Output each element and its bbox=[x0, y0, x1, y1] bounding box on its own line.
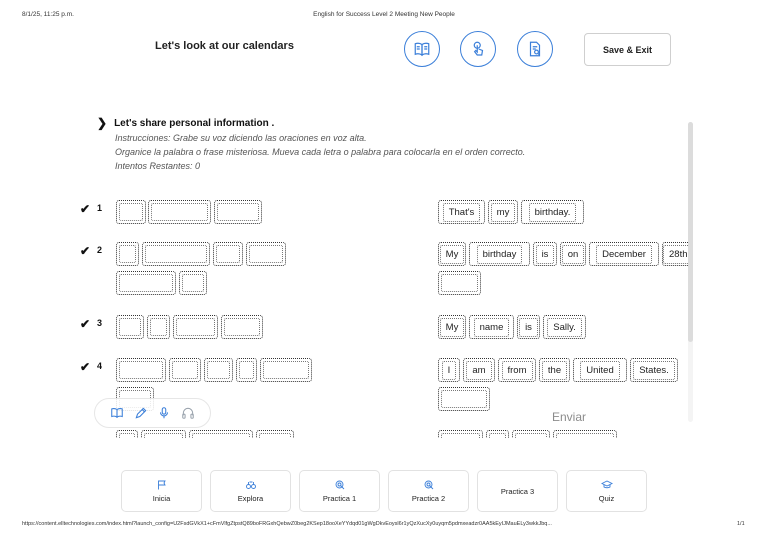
question-number: 1 bbox=[97, 203, 103, 213]
instructions-heading[interactable] bbox=[97, 116, 657, 130]
instructions-line: Instrucciones: Grabe su voz diciendo las oraciones en voz alta. bbox=[115, 133, 367, 143]
page-title: Let's look at our calendars bbox=[155, 40, 294, 52]
chevron-right-icon: ❯ bbox=[97, 116, 108, 130]
flag-icon bbox=[156, 479, 168, 491]
answer-slot[interactable] bbox=[116, 315, 144, 339]
answer-slot[interactable] bbox=[147, 315, 170, 339]
answer-slot[interactable] bbox=[116, 358, 166, 382]
answer-slot[interactable] bbox=[116, 200, 146, 224]
graduation-cap-icon bbox=[601, 479, 613, 491]
answer-slot[interactable] bbox=[213, 242, 243, 266]
word-bank-slot[interactable] bbox=[512, 430, 550, 438]
target-icon bbox=[423, 479, 435, 491]
print-header bbox=[0, 11, 768, 23]
print-url: https://content.elltechnologies.com/index.html?launch_config=U2FsdGVkX1+cFmVlfgZtpstQ89boFRGxhQebwZ0beg2KSep18ooXeYYdqd01gWgDkvEoysl6r1yQzXucXy0uyqm5pdmxeadzr0AA5kEyIJMauELy3wkkJbq... bbox=[22, 521, 552, 527]
word-bank-slot[interactable] bbox=[553, 430, 617, 438]
word-tile-label: the bbox=[542, 361, 567, 380]
answer-slot[interactable] bbox=[189, 430, 253, 438]
word-tile[interactable] bbox=[438, 358, 460, 382]
print-footer bbox=[0, 521, 768, 533]
word-tile-label: am bbox=[466, 361, 491, 380]
word-tile[interactable] bbox=[560, 242, 586, 266]
word-tile[interactable] bbox=[539, 358, 570, 382]
question-number: 3 bbox=[97, 318, 103, 328]
nav-inicia[interactable] bbox=[121, 470, 202, 512]
question-row bbox=[0, 242, 690, 298]
word-bank-slot[interactable] bbox=[438, 430, 483, 438]
binoculars-icon bbox=[245, 479, 257, 491]
answer-slot[interactable] bbox=[169, 358, 201, 382]
question-row bbox=[0, 315, 690, 345]
word-tile[interactable] bbox=[521, 200, 584, 224]
word-tile-label: United bbox=[580, 361, 619, 380]
checkmark-icon: ✔ bbox=[80, 202, 91, 216]
word-tile-label: my bbox=[491, 203, 516, 222]
word-tile[interactable] bbox=[469, 315, 514, 339]
answer-slot[interactable] bbox=[116, 430, 138, 438]
word-tile[interactable] bbox=[438, 315, 466, 339]
question-row bbox=[0, 430, 690, 438]
word-tile-label: 28th bbox=[663, 245, 690, 264]
print-page-number: 1/1 bbox=[737, 521, 745, 527]
nav-practica-3[interactable] bbox=[477, 470, 558, 512]
answer-slot[interactable] bbox=[148, 200, 211, 224]
pencil-icon[interactable] bbox=[134, 406, 148, 420]
word-tile[interactable] bbox=[573, 358, 627, 382]
question-number: 2 bbox=[97, 245, 103, 255]
nav-practica-2[interactable] bbox=[388, 470, 469, 512]
answer-slot[interactable] bbox=[204, 358, 233, 382]
book-icon[interactable] bbox=[110, 406, 124, 420]
word-tile-label: Sally. bbox=[547, 318, 582, 337]
word-bank-slot[interactable] bbox=[486, 430, 509, 438]
word-tile[interactable] bbox=[589, 242, 659, 266]
word-tile-label: My bbox=[440, 318, 465, 337]
nav-explora[interactable] bbox=[210, 470, 291, 512]
answer-slot[interactable] bbox=[141, 430, 186, 438]
answer-slot[interactable] bbox=[260, 358, 312, 382]
answer-slot[interactable] bbox=[256, 430, 294, 438]
nav-label: Practica 2 bbox=[411, 494, 446, 503]
touch-icon bbox=[469, 40, 487, 58]
nav-label: Quiz bbox=[598, 494, 615, 503]
instructions bbox=[97, 116, 657, 171]
nav-label: Explora bbox=[237, 494, 264, 503]
word-tile-label: December bbox=[596, 245, 652, 264]
nav-quiz[interactable] bbox=[566, 470, 647, 512]
document-search-button[interactable] bbox=[517, 31, 553, 67]
document-search-icon bbox=[526, 40, 544, 58]
book-open-icon bbox=[413, 40, 431, 58]
nav-label: Inicia bbox=[152, 494, 171, 503]
target-icon bbox=[334, 479, 346, 491]
answer-slot[interactable] bbox=[221, 315, 263, 339]
answer-slot[interactable] bbox=[116, 242, 139, 266]
answer-slot[interactable] bbox=[214, 200, 262, 224]
word-tile-label: name bbox=[474, 318, 510, 337]
instructions-heading-text: Let's share personal information . bbox=[114, 117, 275, 129]
headphones-icon[interactable] bbox=[181, 406, 195, 420]
instructions-line: Organice la palabra o frase misteriosa. Mueva cada letra o palabra para colocarla en el orden correcto. bbox=[115, 147, 526, 157]
microphone-icon[interactable] bbox=[157, 406, 171, 420]
question-number: 4 bbox=[97, 361, 103, 371]
nav-practica-1[interactable] bbox=[299, 470, 380, 512]
activity-content bbox=[0, 110, 690, 438]
answer-slot[interactable] bbox=[116, 271, 176, 295]
word-tile[interactable] bbox=[469, 242, 530, 266]
answer-slot[interactable] bbox=[173, 315, 218, 339]
recorder-toolbar bbox=[94, 398, 211, 428]
word-tile[interactable] bbox=[438, 242, 466, 266]
word-tile-label: States. bbox=[633, 361, 675, 380]
word-tile-label: is bbox=[536, 245, 555, 264]
word-tile[interactable] bbox=[630, 358, 678, 382]
question-row bbox=[0, 200, 690, 230]
answer-slot[interactable] bbox=[142, 242, 210, 266]
word-tile[interactable] bbox=[543, 315, 586, 339]
word-tile[interactable] bbox=[438, 200, 485, 224]
word-tile[interactable] bbox=[498, 358, 536, 382]
checkmark-icon: ✔ bbox=[80, 244, 91, 258]
word-bank-slot[interactable] bbox=[438, 387, 490, 411]
nav-label: Practica 3 bbox=[500, 486, 535, 496]
scrollbar-thumb[interactable] bbox=[688, 122, 693, 342]
word-tile[interactable] bbox=[662, 242, 690, 266]
attempts-remaining: Intentos Restantes: 0 bbox=[115, 161, 201, 171]
print-date: 8/1/25, 11:25 p.m. bbox=[22, 11, 74, 18]
word-tile-label: on bbox=[562, 245, 585, 264]
word-tile-label: is bbox=[519, 318, 538, 337]
word-tile[interactable] bbox=[517, 315, 540, 339]
word-tile[interactable] bbox=[488, 200, 518, 224]
answer-slot[interactable] bbox=[236, 358, 257, 382]
word-tile-label: from bbox=[502, 361, 533, 380]
nav-label: Practica 1 bbox=[322, 494, 357, 503]
answer-slot[interactable] bbox=[179, 271, 207, 295]
save-exit-button[interactable]: Save & Exit bbox=[584, 33, 671, 66]
answer-slot[interactable] bbox=[246, 242, 286, 266]
checkmark-icon: ✔ bbox=[80, 360, 91, 374]
print-title: English for Success Level 2 Meeting New People bbox=[313, 11, 455, 18]
word-tile-label: birthday bbox=[477, 245, 523, 264]
word-tile-label: I bbox=[442, 361, 457, 380]
touch-button[interactable] bbox=[460, 31, 496, 67]
enviar-button[interactable]: Enviar bbox=[552, 410, 587, 424]
word-tile[interactable] bbox=[463, 358, 495, 382]
word-tile-label: birthday. bbox=[529, 203, 577, 222]
word-tile-label: That's bbox=[443, 203, 481, 222]
word-tile[interactable] bbox=[533, 242, 557, 266]
checkmark-icon: ✔ bbox=[80, 317, 91, 331]
book-open-button[interactable] bbox=[404, 31, 440, 67]
word-tile-label: My bbox=[440, 245, 465, 264]
scrollbar[interactable] bbox=[688, 122, 693, 422]
word-bank-slot[interactable] bbox=[438, 271, 481, 295]
